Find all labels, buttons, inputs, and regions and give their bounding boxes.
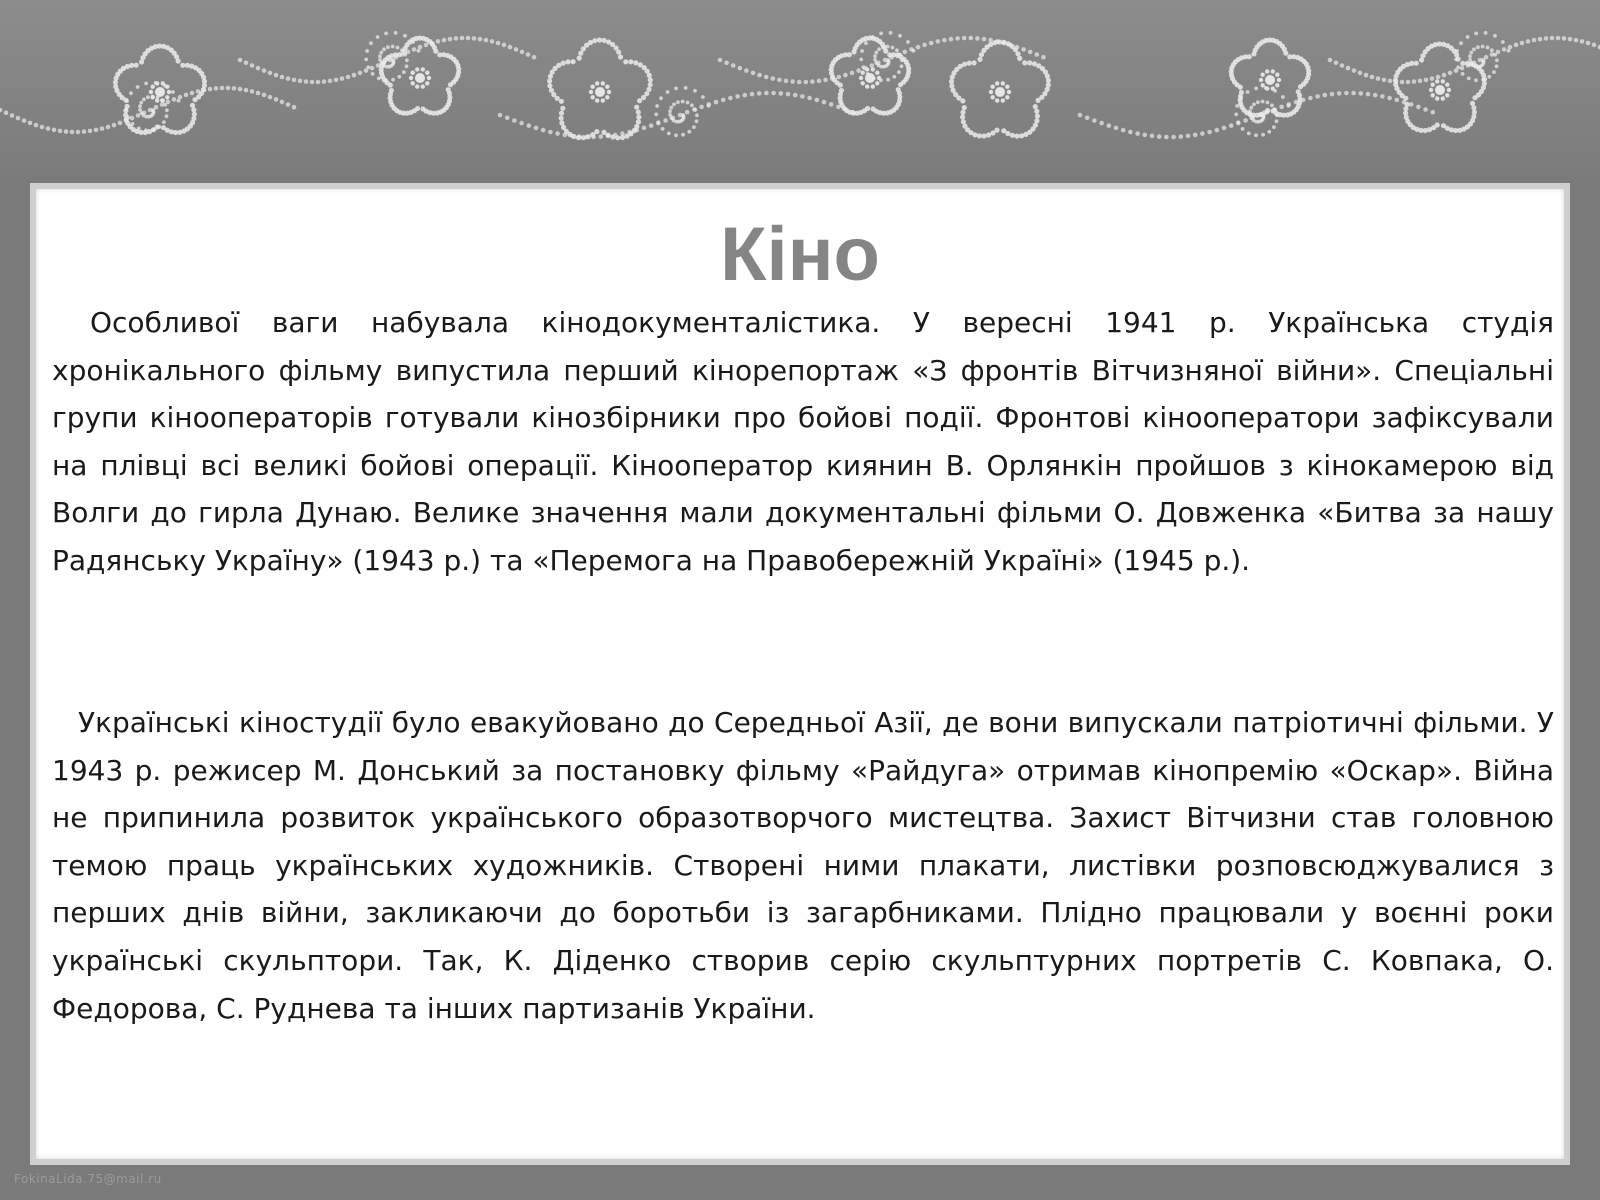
pearl-lace-ornament-band	[0, 0, 1600, 180]
paragraph-studios-and-art: Українські кіностудії було евакуйовано до Середньої Азії, де вони випускали патріотичні фільми. У 1943 р. режисер М. Донський за постановку фільму «Райдуга» отримав кінопремію «Оскар». Війна не припинила розвиток українського образотворчого мистецтва. Захист Вітчизни став головною темою праць українських художників. Створені ними плакати, листівки розповсюджувалися з перших днів війни, закликаючи до боротьби із загарбниками. Плідно працювали у воєнні роки українські скульптори. Так, К. Діденко створив серію скульптурних портретів С. Ковпака, О. Федорова, С. Руднева та інших партизанів України.	[52, 706, 1554, 1025]
pearl-lace-flower-ornament-icon	[0, 0, 1600, 180]
paragraph-cinema-documentary: Особливої ваги набувала кінодокументалістика. У вересні 1941 р. Українська студія хронікального фільму випустила перший кінорепортаж «З фронтів Вітчизняної війни». Спеціальні групи кінооператорів готували кінозбірники про бойові події. Фронтові кінооператори зафіксували на плівці всі великі бойові операції. Кінооператор киянин В. Орлянкін пройшов з кінокамерою від Волги до гирла Дунаю. Велике значення мали документальні фільми О. Довженка «Битва за нашу Радянську Україну» (1943 р.) та «Перемога на Правобережній Україні» (1945 р.).	[52, 306, 1554, 577]
watermark: FokinaLida.75@mail.ru	[14, 1172, 162, 1186]
slide-title: Кіно	[720, 212, 880, 297]
content-panel	[30, 183, 1570, 1165]
